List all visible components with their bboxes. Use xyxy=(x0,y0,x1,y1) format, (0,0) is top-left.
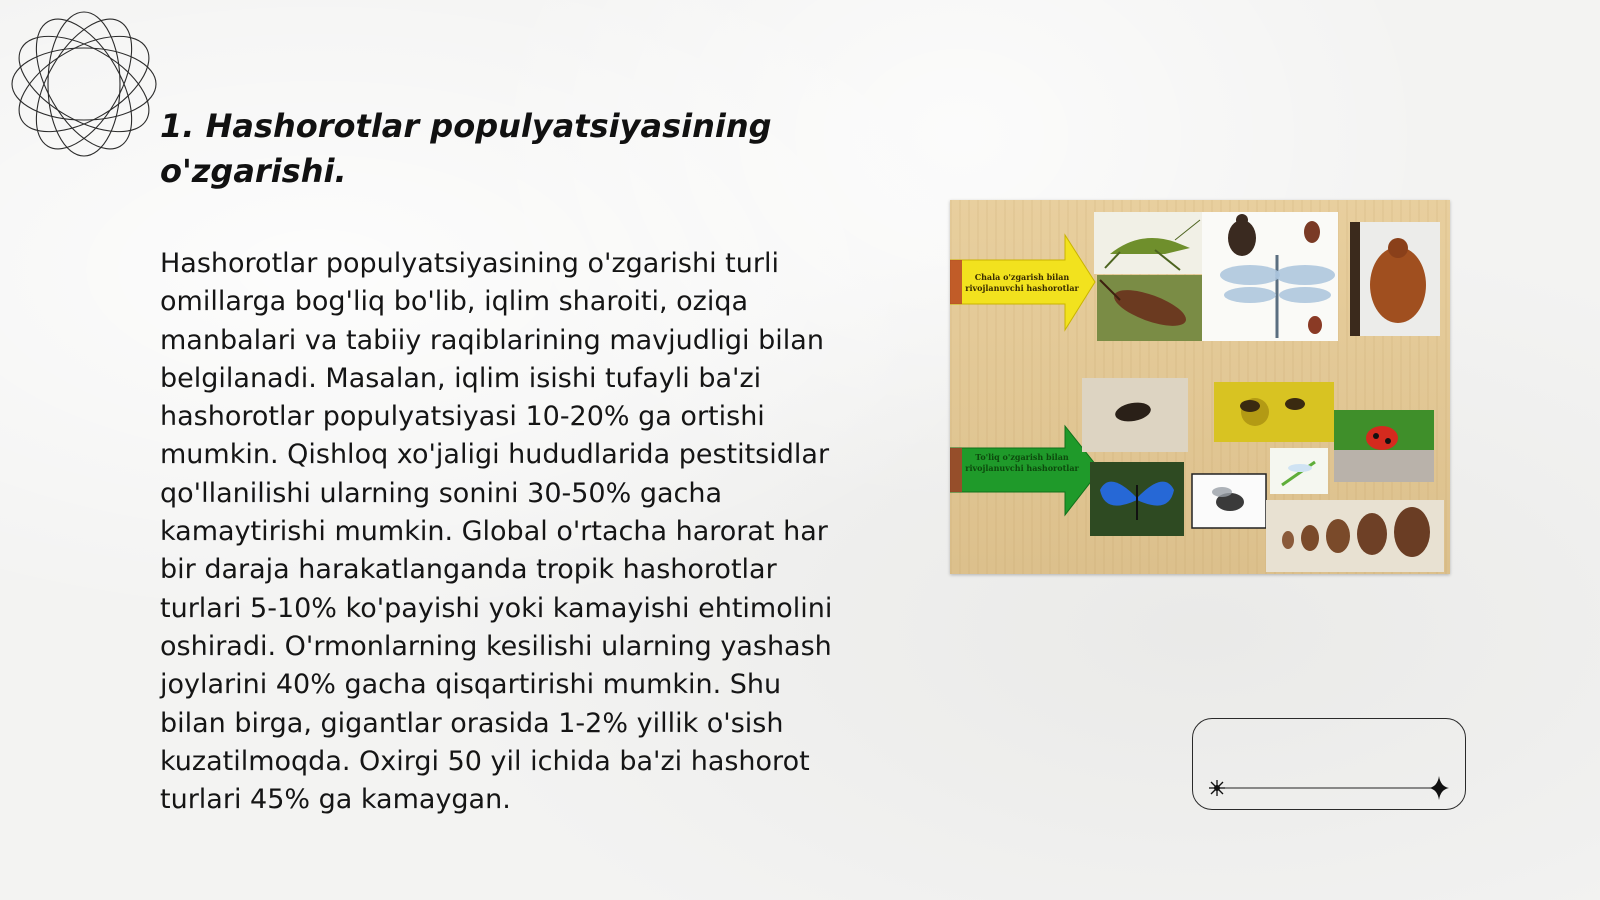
beetles-dragonfly-photo xyxy=(1202,212,1338,341)
insect-collage-image xyxy=(950,200,1450,574)
slide-title: 1. Hashorotlar populyatsiyasining o'zgarishi. xyxy=(160,107,772,190)
decorative-frame xyxy=(1192,718,1466,810)
bedbug-photo xyxy=(1350,222,1440,336)
blue-butterfly-photo xyxy=(1090,462,1184,536)
arrow-label-complete: To'liq o'zgarish bilan rivojlanuvchi hashorotlar xyxy=(965,452,1079,473)
bug-growth-stages-photo xyxy=(1266,500,1444,572)
sparkle-icon xyxy=(1209,780,1225,796)
bees-on-flower-photo xyxy=(1214,382,1334,442)
cricket-photo xyxy=(1097,275,1202,341)
grasshopper-photo xyxy=(1094,212,1202,274)
ladybug-photo xyxy=(1334,410,1434,482)
damselfly-photo xyxy=(1270,448,1328,494)
circle-ornament-icon xyxy=(8,8,160,160)
star-icon xyxy=(1429,776,1449,800)
slide-body-text: Hashorotlar populyatsiyasining o'zgarishi turli omillarga bog'liq bo'lib, iqlim sharoiti, oziqa manbalari va tabiiy raqiblarining mavjudligi bilan belgilanadi. Masalan, iqlim isishi tufayli ba'zi hashorotlar populyatsiyasi 10-20% ga ortishi mumkin. Qishloq xo'jaligi hududlarida pestitsidlar qo'llanilishi ularning sonini 30-50% gacha kamaytirishi mumkin. Global o'rtacha harorat har bir daraja harakatlanganda tropik hashorotlar turlari 5-10% ko'payishi yoki kamayishi ehtimolini oshiradi. O'rmonlarning kesilishi ularning yashash joylarini 40% gacha qisqartirishi mumkin. Shu bilan birga, gigantlar orasida 1-2% yillik o'sish kuzatilmoqda. Oxirgi 50 yil ichida ba'zi hashorot turlari 45% ga kamaygan. xyxy=(160,248,833,816)
beetle-photo xyxy=(1082,378,1188,452)
fly-photo xyxy=(1192,474,1266,528)
arrow-label-incomplete: Chala o'zgarish bilan rivojlanuvchi hashorotlar xyxy=(965,272,1079,293)
